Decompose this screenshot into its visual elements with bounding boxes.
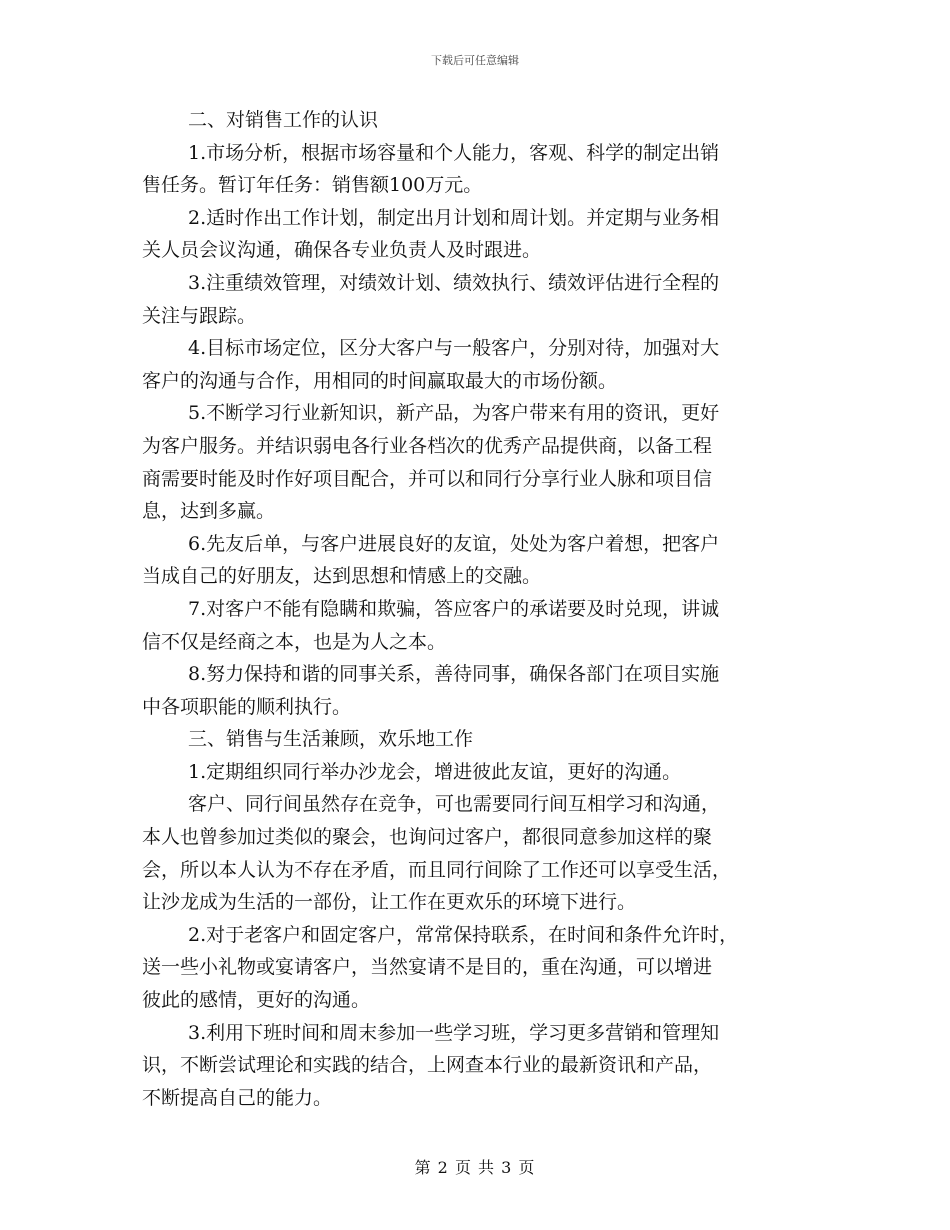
paragraph-line: 1.定期组织同行举办沙龙会，增进彼此友谊，更好的沟通。 <box>188 760 682 783</box>
paragraph-line: 客户、同行间虽然存在竞争，可也需要同行间互相学习和沟通， <box>188 793 721 816</box>
paragraph-line: 4.目标市场定位，区分大客户与一般客户，分别对待，加强对大 <box>188 337 720 360</box>
page-number-footer: 第 2 页 共 3 页 <box>414 1158 536 1177</box>
section-heading-3: 三、销售与生活兼顾，欢乐地工作 <box>188 728 474 751</box>
paragraph-line: 关人员会议沟通，确保各专业负责人及时跟进。 <box>142 239 542 262</box>
paragraph-line: 售任务。暂订年任务：销售额100万元。 <box>142 174 483 197</box>
paragraph-line: 5.不断学习行业新知识，新产品，为客户带来有用的资讯，更好 <box>188 402 720 425</box>
paragraph-line: 客户的沟通与合作，用相同的时间赢取最大的市场份额。 <box>142 369 618 392</box>
paragraph-line: 会，所以本人认为不存在矛盾，而且同行间除了工作还可以享受生活， <box>142 858 732 881</box>
section-heading-2: 二、对销售工作的认识 <box>188 109 379 131</box>
paragraph-line: 让沙龙成为生活的一部份，让工作在更欢乐的环境下进行。 <box>142 891 637 914</box>
paragraph-line: 信不仅是经商之本，也是为人之本。 <box>142 630 447 653</box>
document-body <box>142 104 808 1114</box>
paragraph-line: 1.市场分析，根据市场容量和个人能力，客观、科学的制定出销 <box>188 141 720 164</box>
paragraph-line: 中各项职能的顺利执行。 <box>142 695 352 718</box>
paragraph-line: 6.先友后单，与客户进展良好的友谊，处处为客户着想，把客户 <box>188 532 720 555</box>
paragraph-line: 送一些小礼物或宴请客户，当然宴请不是目的，重在沟通，可以增进 <box>142 956 713 979</box>
paragraph-line: 本人也曾参加过类似的聚会，也询问过客户，都很同意参加这样的聚 <box>142 826 713 849</box>
paragraph-line: 2.对于老客户和固定客户，常常保持联系，在时间和条件允许时， <box>188 923 739 946</box>
paragraph-line: 关注与跟踪。 <box>142 304 257 327</box>
paragraph-line: 为客户服务。并结识弱电各行业各档次的优秀产品提供商，以备工程 <box>142 434 713 457</box>
paragraph-line: 8.努力保持和谐的同事关系，善待同事，确保各部门在项目实施 <box>188 663 720 686</box>
paragraph-line: 当成自己的好朋友，达到思想和情感上的交融。 <box>142 565 542 588</box>
paragraph-line: 彼此的感情，更好的沟通。 <box>142 989 371 1012</box>
page-header: 下载后可任意编辑 <box>431 54 519 67</box>
paragraph-line: 3.注重绩效管理，对绩效计划、绩效执行、绩效评估进行全程的 <box>188 271 720 294</box>
paragraph-line: 息，达到多赢。 <box>142 500 276 523</box>
paragraph-line: 识，不断尝试理论和实践的结合，上网查本行业的最新资讯和产品， <box>142 1054 713 1077</box>
paragraph-line: 3.利用下班时间和周末参加一些学习班，学习更多营销和管理知 <box>188 1021 720 1044</box>
paragraph-line: 7.对客户不能有隐瞒和欺骗，答应客户的承诺要及时兑现，讲诚 <box>188 597 720 620</box>
paragraph-line: 商需要时能及时作好项目配合，并可以和同行分享行业人脉和项目信 <box>142 467 713 490</box>
paragraph-line: 不断提高自己的能力。 <box>142 1086 333 1109</box>
paragraph-line: 2.适时作出工作计划，制定出月计划和周计划。并定期与业务相 <box>188 206 720 229</box>
